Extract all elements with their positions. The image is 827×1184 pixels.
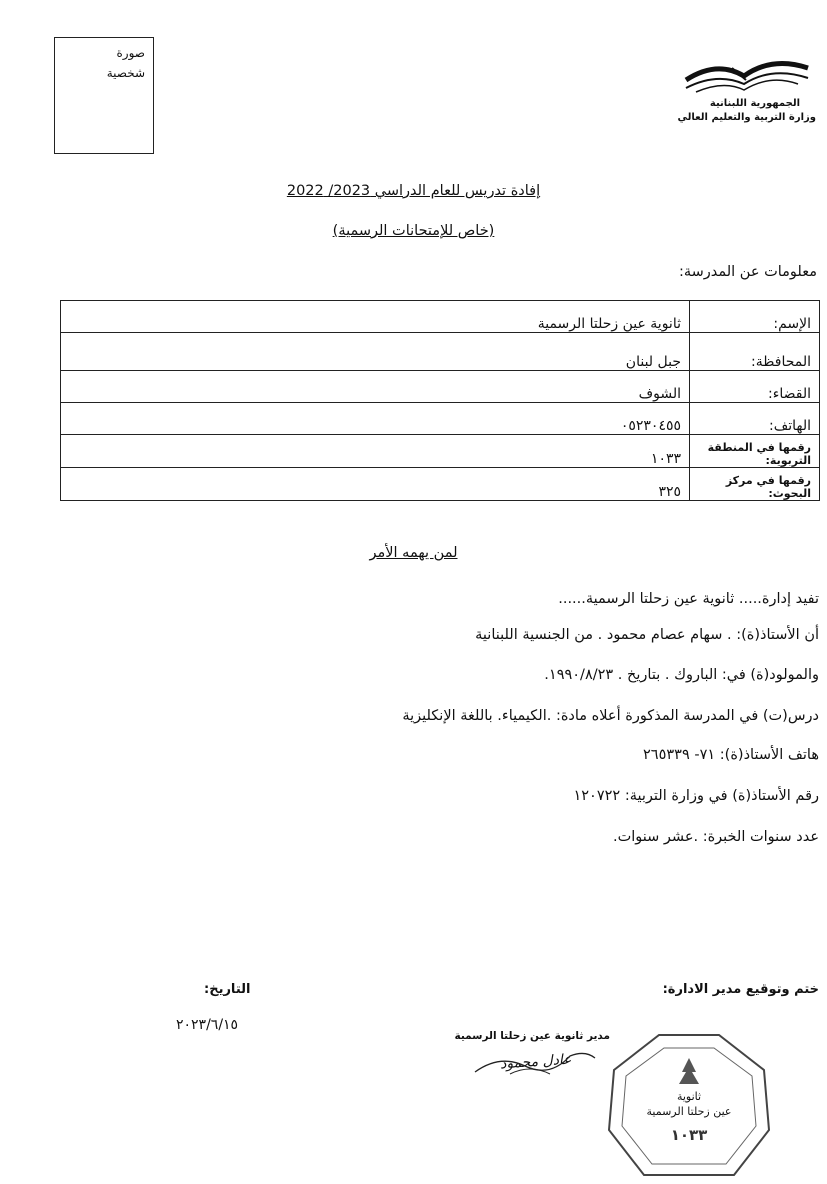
table-row [61, 333, 820, 371]
photo-label-line2: شخصية [106, 66, 145, 80]
director-name-text: عادل محمود [499, 1051, 573, 1073]
phone-label: الهاتف: [690, 403, 820, 435]
body-line-teacher-phone: هاتف الأستاذ(ة): ٧١- ٢٦٥٣٣٩ [643, 747, 819, 763]
school-name-label: الإسم: [690, 301, 820, 333]
open-book-icon [672, 50, 822, 98]
addressee-text: لمن يهمه الأمر [369, 545, 458, 561]
signature-label: ختم وتوقيع مدير الادارة: [662, 982, 819, 997]
stamp-number: ١٠٣٣ [670, 1126, 708, 1144]
table-row [61, 301, 820, 333]
document-title-text: إفادة تدريس للعام الدراسي 2023/ 2022 [286, 183, 541, 199]
body-line-birth: والمولود(ة) في: الباروك . بتاريخ . ١٩٩٠/٨/٢٣. [544, 667, 819, 683]
research-center-number-value: ٣٢٥ [61, 468, 690, 501]
director-title-text: مدير ثانوية عين زحلتا الرسمية [454, 1030, 610, 1042]
document-subtitle-text: (خاص للإمتحانات الرسمية) [332, 223, 495, 239]
table-row [61, 435, 820, 468]
body-line-subject: درس(ت) في المدرسة المذكورة أعلاه مادة: .الكيمياء. باللغة الإنكليزية [402, 708, 819, 724]
governorate-label: المحافظة: [690, 333, 820, 371]
personal-photo-box [54, 37, 154, 154]
body-line-ministry-number: رقم الأستاذ(ة) في وزارة التربية: ١٢٠٧٢٢ [573, 788, 819, 804]
school-info-table [60, 300, 820, 501]
body-line-experience: عدد سنوات الخبرة: .عشر سنوات. [612, 829, 819, 845]
addressee-heading [0, 545, 827, 561]
stamp-line1: ثانوية [676, 1090, 702, 1103]
date-value: ٢٠٢٣/٦/١٥ [176, 1017, 239, 1033]
educational-zone-number-label: رقمها في المنطقة التربوية: [690, 435, 820, 468]
document-title [0, 183, 827, 199]
director-signature [440, 1022, 610, 1082]
school-stamp [604, 1030, 774, 1180]
table-row [61, 468, 820, 501]
district-value: الشوف [61, 371, 690, 403]
logo-republic-text: الجمهورية اللبنانية [709, 98, 800, 109]
district-label: القضاء: [690, 371, 820, 403]
date-label: التاريخ: [204, 982, 251, 997]
photo-label-line1: صورة [116, 46, 145, 60]
logo-ministry-text: وزارة التربية والتعليم العالي [677, 112, 816, 123]
document-subtitle [0, 223, 827, 239]
table-row [61, 403, 820, 435]
signature-scribble-icon [470, 1044, 600, 1080]
research-center-number-label: رقمها في مركز البحوث: [690, 468, 820, 501]
phone-value: ٠٥٢٣٠٤٥٥ [61, 403, 690, 435]
body-line-administration: تفيد إدارة..... ثانوية عين زحلتا الرسمية...... [558, 591, 819, 607]
table-row [61, 371, 820, 403]
school-info-heading: معلومات عن المدرسة: [678, 264, 817, 280]
governorate-value: جبل لبنان [61, 333, 690, 371]
ministry-logo [672, 50, 822, 130]
body-line-teacher-name: أن الأستاذ(ة): . سهام عصام محمود . من الجنسية اللبنانية [475, 627, 819, 643]
stamp-line2: عين زحلتا الرسمية [646, 1105, 732, 1118]
educational-zone-number-value: ١٠٣٣ [61, 435, 690, 468]
school-name-value: ثانوية عين زحلتا الرسمية [61, 301, 690, 333]
